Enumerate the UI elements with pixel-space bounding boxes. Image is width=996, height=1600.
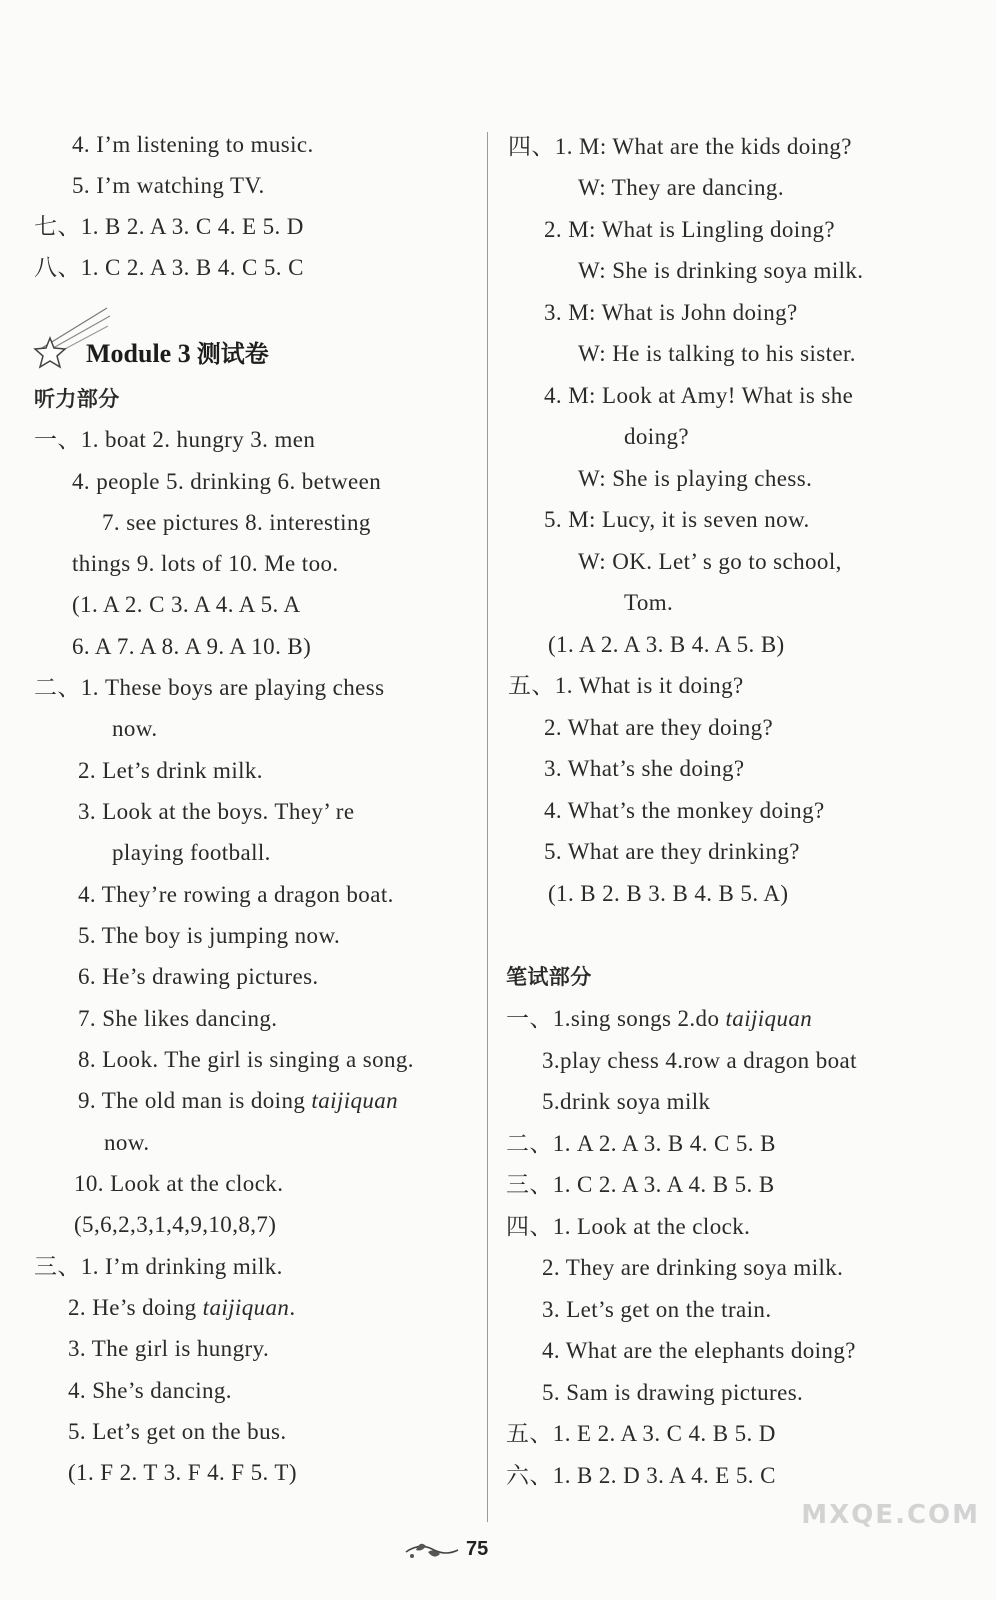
answer-line: 三、1. I’m drinking milk. [34,1254,283,1279]
watermark: MXQE.COM [801,1500,980,1530]
answer-line: (1. A 2. C 3. A 4. A 5. A [72,592,301,617]
answer-line: (1. A 2. A 3. B 4. A 5. B) [548,632,785,657]
answer-line: W: She is playing chess. [578,466,813,491]
answer-line: 2. What are they doing? [544,715,774,740]
answer-line: 4. people 5. drinking 6. between [72,469,382,494]
answer-line: 3.play chess 4.row a dragon boat [542,1048,857,1073]
answer-line: 八、1. C 2. A 3. B 4. C 5. C [34,255,304,280]
answer-line: 8. Look. The girl is singing a song. [78,1047,414,1072]
answer-line: (1. B 2. B 3. B 4. B 5. A) [548,881,789,906]
answer-line: 四、1. M: What are the kids doing? [508,134,852,159]
answer-line: 一、1.sing songs 2.do taijiquan [506,1006,813,1031]
answer-line: 2. He’s doing taijiquan. [68,1295,296,1320]
answer-line: 七、1. B 2. A 3. C 4. E 5. D [34,214,304,239]
answer-line: 5. Sam is drawing pictures. [542,1380,804,1405]
answer-line: 五、1. What is it doing? [508,673,744,698]
answer-line: 7. She likes dancing. [78,1006,278,1031]
answer-line: 一、1. boat 2. hungry 3. men [34,427,316,452]
answer-line: W: They are dancing. [578,175,784,200]
answer-line: 二、1. A 2. A 3. B 4. C 5. B [506,1131,776,1156]
answer-line: 3. The girl is hungry. [68,1336,270,1361]
answer-line: 3. Look at the boys. They’ re [78,799,355,824]
answer-line: 9. The old man is doing taijiquan [78,1088,399,1113]
answer-line: playing football. [112,840,271,865]
answer-line: 5. What are they drinking? [544,839,800,864]
answer-line: 三、1. C 2. A 3. A 4. B 5. B [506,1172,775,1197]
answer-line: 5. I’m watching TV. [72,173,265,198]
leaf-ornament-icon [404,1538,460,1564]
section-heading-writing: 笔试部分 [506,965,592,989]
answer-line: 4. What are the elephants doing? [542,1338,856,1363]
answer-line: 4. She’s dancing. [68,1378,232,1403]
page-number: 75 [466,1538,489,1560]
answer-line: 4. They’re rowing a dragon boat. [78,882,394,907]
answer-line: 五、1. E 2. A 3. C 4. B 5. D [506,1421,776,1446]
answer-line: (1. F 2. T 3. F 4. F 5. T) [68,1460,297,1485]
section-heading-listening: 听力部分 [34,387,120,411]
answer-line: 2. Let’s drink milk. [78,758,263,783]
answer-line: 二、1. These boys are playing chess [34,675,385,700]
answer-line: W: He is talking to his sister. [578,341,856,366]
answer-line: 3. Let’s get on the train. [542,1297,772,1322]
answer-line: 2. M: What is Lingling doing? [544,217,835,242]
answer-line: 4. M: Look at Amy! What is she [544,383,854,408]
answer-line: Tom. [624,590,674,615]
answer-line: 10. Look at the clock. [74,1171,284,1196]
answer-line: 6. A 7. A 8. A 9. A 10. B) [72,634,312,659]
answer-line: W: OK. Let’ s go to school, [578,549,842,574]
answer-line: 3. M: What is John doing? [544,300,798,325]
answer-line: 2. They are drinking soya milk. [542,1255,844,1280]
answer-line: 4. I’m listening to music. [72,132,314,157]
answer-line: 7. see pictures 8. interesting [102,510,371,535]
answer-line: things 9. lots of 10. Me too. [72,551,339,576]
answer-line: 5. The boy is jumping now. [78,923,341,948]
answer-line: 4. What’s the monkey doing? [544,798,825,823]
answer-line: now. [112,716,158,741]
answer-line: 5. Let’s get on the bus. [68,1419,287,1444]
answer-line: 六、1. B 2. D 3. A 4. E 5. C [506,1463,776,1488]
answer-line: W: She is drinking soya milk. [578,258,864,283]
answer-line: 3. What’s she doing? [544,756,745,781]
answer-line: 6. He’s drawing pictures. [78,964,319,989]
answer-line: 5.drink soya milk [542,1089,711,1114]
column-divider [487,132,488,1522]
module-title: Module 3 测试卷 [86,339,269,368]
answer-line: doing? [624,424,689,449]
answer-line: 5. M: Lucy, it is seven now. [544,507,810,532]
answer-line: 四、1. Look at the clock. [506,1214,751,1239]
answer-line: (5,6,2,3,1,4,9,10,8,7) [74,1212,277,1237]
answer-line: now. [104,1130,150,1155]
